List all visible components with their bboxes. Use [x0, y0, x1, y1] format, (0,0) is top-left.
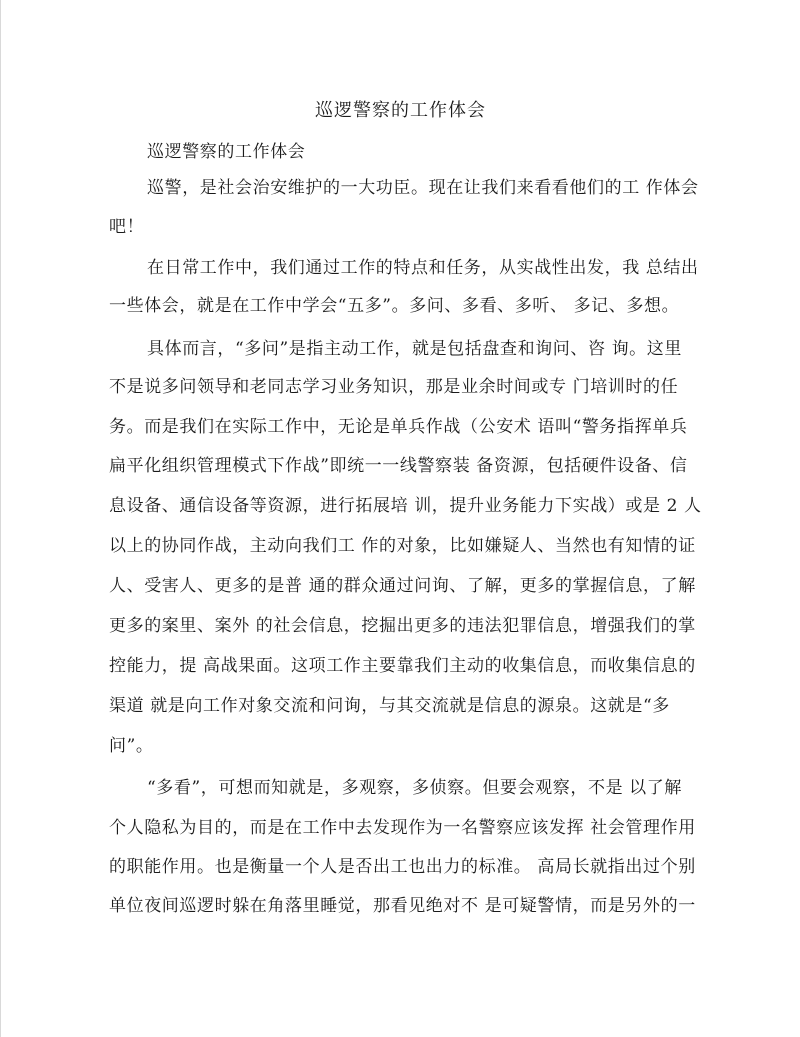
text-line: 以上的协同作战，主动向我们工 作的对象，比如嫌疑人、当然也有知情的证	[109, 536, 696, 556]
text-line: 在日常工作中，我们通过工作的特点和任务，从实战性出发，我 总结出	[147, 258, 699, 278]
text-line: 单位夜间巡逻时躲在角落里睡觉，那看见绝对不 是可疑警情，而是另外的一	[109, 896, 696, 916]
document-title: 巡逻警察的工作体会	[315, 100, 486, 121]
text-line: 息设备、通信设备等资源，进行拓展培 训，提升业务能力下实战）或是 2 人	[109, 496, 702, 516]
text-line: 渠道 就是向工作对象交流和问询，与其交流就是信息的源泉。这就是“多	[109, 696, 670, 716]
text-line: 问”。	[109, 736, 154, 756]
text-line: 不是说多问领导和老同志学习业务知识，那是业余时间或专 门培训时的任	[109, 377, 679, 397]
text-line: 的职能作用。也是衡量一个人是否出工也出力的标准。 高局长就指出过个别	[109, 857, 696, 877]
text-line: 吧！	[109, 217, 145, 237]
text-line: 人、受害人、更多的是普 通的群众通过问询、了解，更多的掌握信息，了解	[109, 576, 696, 596]
text-line: 巡警，是社会治安维护的一大功臣。现在让我们来看看他们的工 作体会	[147, 178, 699, 198]
text-line: 控能力，提 高战果面。这项工作主要靠我们主动的收集信息，而收集信息的	[109, 656, 696, 676]
text-line: 具体而言，“多问”是指主动工作，就是包括盘查和询问、咨 询。这里	[147, 339, 682, 359]
text-line: 务。而是我们在实际工作中，无论是单兵作战（公安术 语叫“警务指挥单兵	[109, 417, 688, 437]
text-line: “多看”，可想而知就是，多观察，多侦察。但要会观察，不是 以了解	[147, 778, 682, 798]
text-line: 更多的案里、案外 的社会信息，挖掘出更多的违法犯罪信息，增强我们的掌	[109, 616, 696, 636]
text-line: 一些体会，就是在工作中学会“五多”。多问、多看、多听、 多记、多想。	[109, 296, 680, 316]
text-line: 扁平化组织管理模式下作战”即统一一线警察装 备资源，包括硬件设备、信	[109, 456, 688, 476]
text-line: 巡逻警察的工作体会	[147, 142, 306, 162]
text-line: 个人隐私为目的，而是在工作中去发现作为一名警察应该发挥 社会管理作用	[109, 818, 696, 838]
